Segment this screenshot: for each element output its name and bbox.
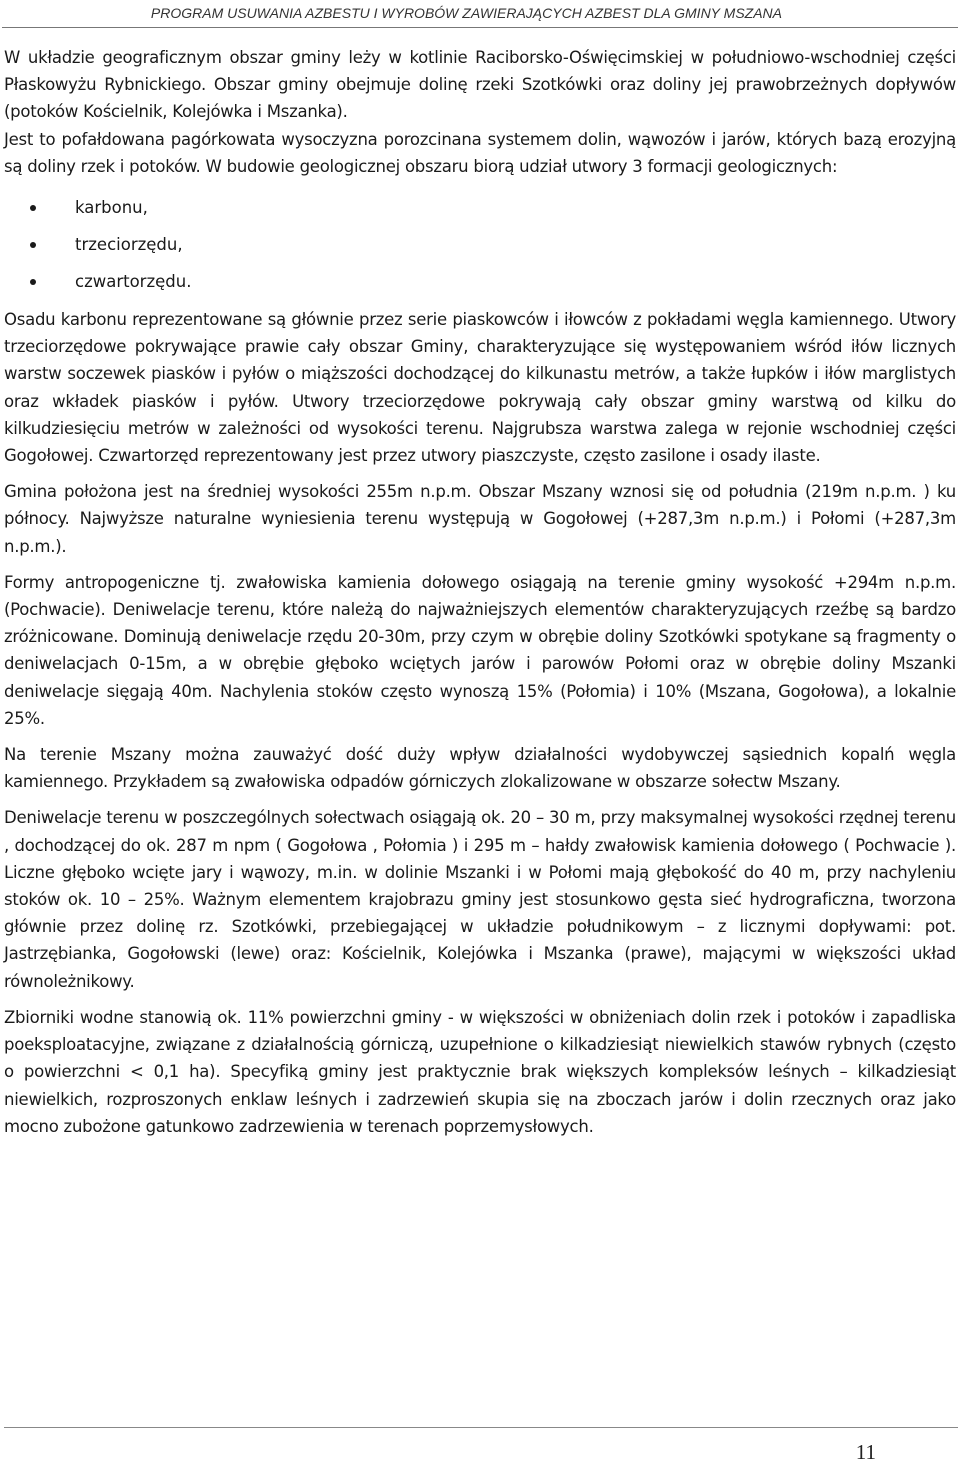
list-item (4, 226, 956, 263)
header-title: PROGRAM USUWANIA AZBESTU I WYROBÓW ZAWIERAJĄCYCH AZBEST DLA GMINY MSZANA (150, 5, 782, 21)
paragraph-elevation: Gmina położona jest na średniej wysokości 255m n.p.m. Obszar Mszany wznosi się od południa (219m n.p.m. ) ku północy. Najwyższe naturalne wyniesienia terenu występują w Gogołowej (+287,3m n.p.m.) i Połomi (+287,3m n.p.m.). (4, 482, 956, 556)
paragraph-relief: Jest to pofałdowana pagórkowata wysoczyzna porozcinana systemem dolin, wąwozów i jarów, których bazą erozyjną są doliny rzek i potoków. W budowie geologicznej obszaru biorą udział utwory 3 formacji geologicznych: (4, 129, 956, 176)
list-item-label: trzeciorzędu, (75, 235, 183, 255)
page-number: 11 (855, 1440, 876, 1464)
paragraph-anthropogenic: Formy antropogeniczne tj. zwałowiska kamienia dołowego osiągają na terenie gminy wysokość +294m n.p.m. (Pochwacie). Deniwelacje terenu, które należą do najważniejszych elementów charakteryzujących rzeźbę są bardzo zróżnicowane. Dominują deniwelacje rzędu 20-30m, przy czym w obrębie doliny Szotkówki spotykane są fragmenty o deniwelacjach 0-15m, a w obrębie głęboko wciętych jarów i parowów Połomi oraz w obrębie doliny Mszanki deniwelacje sięgają 40m. Nachylenia stoków często wynoszą 15% (Połomia) i 10% (Mszana, Gogołowa), a lokalnie 25%. (4, 572, 956, 728)
paragraph-water: Zbiorniki wodne stanowią ok. 11% powierzchni gminy - w większości w obniżeniach dolin rzek i potoków i zapadliska poeksploatacyjne, związane z działalnością górniczą, uzupełnione o kilkadziesiąt niewielkich stawów rybnych (często o powierzchni < 0,1 ha). Specyfiką gminy jest praktycznie brak większych kompleksów leśnych – kilkadziesiąt niewielkich, rozproszonych enklaw leśnych i zadrzewień skupia się na zboczach jarów i dolin rzecznych oraz jako mocno zubożone gatunkowo zadrzewienia w terenach poprzemysłowych. (4, 1007, 956, 1136)
list-item-label: karbonu, (75, 198, 148, 218)
paragraph-denivelation: Deniwelacje terenu w poszczególnych sołectwach osiągają ok. 20 – 30 m, przy maksymalnej wysokości rzędnej terenu , dochodzącej do ok. 287 m npm ( Gogołowa , Połomia ) i 295 m – hałdy zwałowisk kamienia dołowego ( Pochwacie ). Liczne głęboko wcięte jary i wąwozy, m.in. w dolinie Mszanki i w Połomi mają głębokość do 40 m, przy nachyleniu stoków ok. 10 – 25%. Ważnym elementem krajobrazu gminy jest stosunkowo gęsta sieć hydrograficzna, tworzona głównie przez dolinę rz. Szotkówki, przebiegającej w układzie południkowym – z licznymi dopływami: pot. Jastrzębianka, Gogołowski (lewe) oraz: Kościelnik, Kolejówka i Mszanka (prawe), mającymi w większości układ równoleżnikowy. (4, 808, 956, 991)
paragraph-mining: Na terenie Mszany można zauważyć dość duży wpływ działalności wydobywczej sąsiednich kopalń węgla kamiennego. Przykładem są zwałowiska odpadów górniczych zlokalizowane w obszarze sołectw Mszany. (4, 745, 956, 792)
paragraph-geology: Osadu karbonu reprezentowane są głównie przez serie piaskowców i iłowców z pokładami węgla kamiennego. Utwory trzeciorzędowe pokrywające prawie cały obszar Gminy, charakteryzujące się występowaniem wśród iłów licznych warstw soczewek piasków i pyłów o miąższości dochodzącej do kilkunastu metrów, a także łupków i iłów marglistych oraz wkładek piasków i pyłów. Utwory trzeciorzędowe pokrywają cały obszar gminy warstwą od kilku do kilkudziesięciu metrów w zależności od wysokości terenu. Najgrubsza warstwa zalega w rejonie wschodniej części Gogołowej. Czwartorzęd reprezentowany jest przez utwory piaszczyste, często zasilone i osady ilaste. (4, 310, 956, 466)
bullet-icon (30, 205, 36, 211)
list-item (4, 263, 956, 300)
paragraph-geography: W układzie geograficznym obszar gminy leży w kotlinie Raciborsko-Oświęcimskiej w południowo-wschodniej części Płaskowyżu Rybnickiego. Obszar gminy obejmuje dolinę rzeki Szotkówki oraz doliny jej prawobrzeżnych dopływów (potoków Kościelnik, Kolejówka i Mszanka). (4, 48, 956, 122)
header-divider (2, 27, 958, 28)
footer-divider (4, 1427, 958, 1428)
page-header (0, 0, 960, 30)
list-item-label: czwartorzędu. (75, 272, 192, 292)
bullet-icon (30, 279, 36, 285)
bullet-icon (30, 242, 36, 248)
list-item (4, 189, 956, 226)
formations-list (4, 189, 956, 300)
document-body (4, 44, 956, 1149)
